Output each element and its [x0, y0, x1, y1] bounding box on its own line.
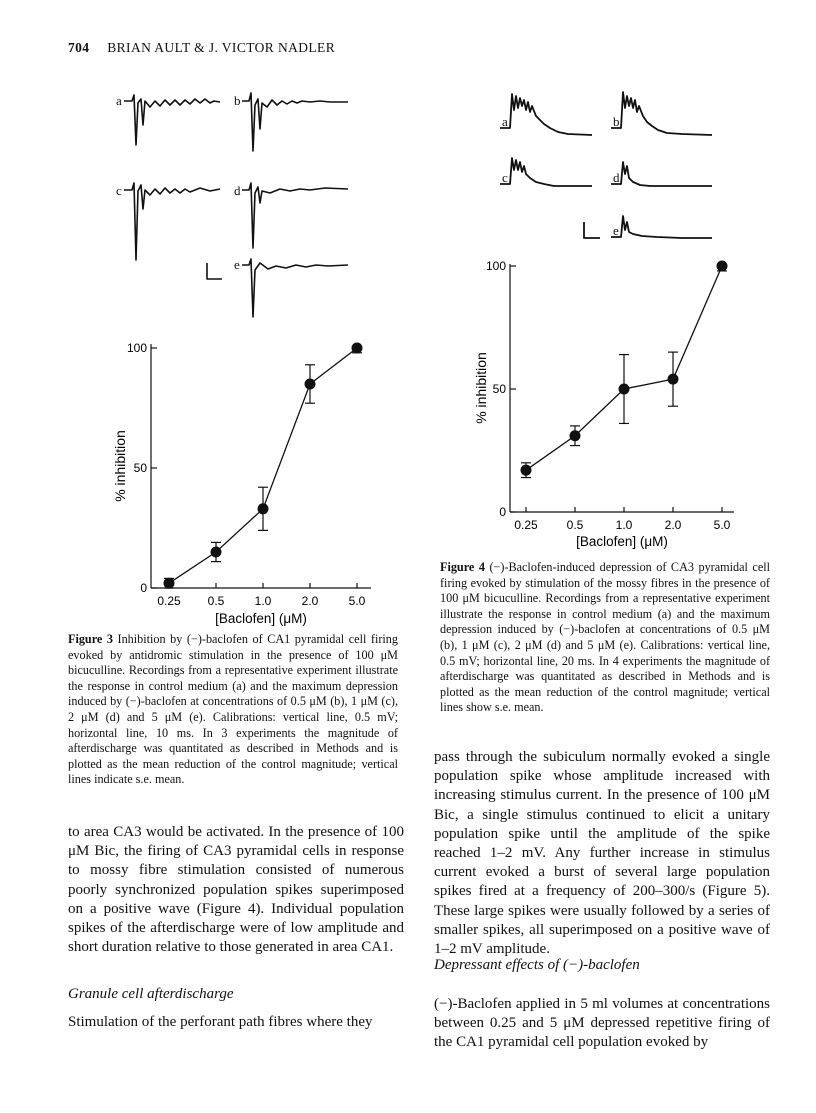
- fig3-trace-label-e: e: [234, 257, 240, 272]
- fig3-xtick-label: 2.0: [301, 594, 319, 608]
- running-authors: BRIAN AULT & J. VICTOR NADLER: [107, 40, 336, 55]
- fig4-data-point: [668, 374, 679, 385]
- fig4-ytick-label: 0: [499, 505, 506, 519]
- figure4-caption-text: (−)-Baclofen-induced depression of CA3 pyramidal cell firing evoked by stimulation of the mossy fibres in the presence of 100 μM bicuculline. Recordings from a representative experiment illustrate the response in control medium (a) and the maximum depression induced by (−)-baclofen at concentrations of 0.5 μM (b), 1 μM (c), 2 μM (d) and 5 μM (e). Calibrations: vertical line, 0.5 mV; horizontal line, 20 ms. In 4 experiments the magnitude of afterdischarge was quantitated as described in Methods and is plotted as the mean reduction of the control magnitude; vertical lines show s.e. mean.: [440, 560, 770, 715]
- fig4-xtick-label: 0.5: [566, 518, 584, 532]
- fig4-xtick-label: 0.25: [514, 518, 538, 532]
- fig3-calibration-bar: [207, 263, 222, 279]
- left-paragraph-1-text: to area CA3 would be activated. In the presence of 100 μM Bic, the firing of CA3 pyramidal cells in response to mossy fibre stimulation consisted of numerous poorly synchronized population spikes superimposed on a positive wave (Figure 4). Individual population spikes of the afterdischarge were of low amplitude and short duration relative to those generated in area CA1.: [68, 824, 404, 956]
- figure4-caption: [440, 560, 770, 716]
- fig4-x-axis-label: [Baclofen] (μM): [576, 534, 668, 549]
- right-paragraph-2-text: (−)-Baclofen applied in 5 ml volumes at concentrations between 0.25 and 5 μM depressed repetitive firing of the CA1 pyramidal cell population evoked by: [434, 996, 770, 1051]
- right-paragraph-1: [434, 748, 770, 959]
- left-paragraph-2: [68, 1013, 404, 1032]
- fig3-xtick-label: 0.25: [157, 594, 181, 608]
- fig4-calibration-bar: [584, 222, 600, 238]
- fig3-xtick-label: 0.5: [207, 594, 225, 608]
- fig3-xtick-label: 1.0: [254, 594, 272, 608]
- fig3-data-point: [305, 379, 316, 390]
- fig3-data-point: [164, 578, 175, 589]
- figure4-chart: [462, 252, 752, 552]
- figure3-caption-label: Figure 3: [68, 632, 113, 646]
- figure3-caption-text: Inhibition by (−)-baclofen of CA1 pyramidal cell firing evoked by antidromic stimulation in the presence of 100 μM bicuculline. Recordings from a representative experiment illustrate the response in control medium (a) and the maximum depression induced by (−)-baclofen at concentrations of 0.5 μM (b), 1 μM (c), 2 μM (d) and 5 μM (e). Calibrations: vertical line, 0.5 mV; horizontal line, 10 ms. In 3 experiments the magnitude of afterdischarge was quantitated as described in Methods and is plotted as the mean reduction of the control magnitude; vertical lines indicate s.e. mean.: [68, 632, 398, 787]
- fig3-x-axis-label: [Baclofen] (μM): [215, 611, 307, 626]
- fig3-trace-label-c: c: [116, 183, 122, 198]
- right-paragraph-1-text: pass through the subiculum normally evoked a single population spike whose amplitude increased with increasing stimulus current. In the presence of 100 μM Bic, a single stimulus continued to elicit a unitary population spike until the amplitude of the spike reached 1–2 mV. Any further increase in stimulus current evoked a burst of several large population spikes fired at a frequency of 200–300/s (Figure 5). These large spikes were usually followed by a series of smaller spikes, all superimposed on a positive wave of 1–2 mV amplitude.: [434, 749, 770, 958]
- fig3-trace-b: [242, 93, 348, 151]
- fig3-ytick-label: 50: [133, 461, 147, 475]
- figure4-caption-label: Figure 4: [440, 560, 485, 574]
- fig3-trace-a: [124, 95, 220, 145]
- figure3-traces: [110, 85, 370, 345]
- fig4-xtick-label: 5.0: [713, 518, 731, 532]
- fig3-trace-d: [242, 183, 348, 248]
- fig4-ytick-label: 100: [485, 259, 506, 273]
- fig3-data-point: [211, 547, 222, 558]
- fig4-y-axis-label: % inhibition: [473, 352, 489, 424]
- fig3-data-point: [258, 503, 269, 514]
- fig3-trace-e: [242, 259, 348, 317]
- right-section-heading: Depressant effects of (−)-baclofen: [434, 957, 640, 973]
- figure4-traces: [492, 88, 722, 248]
- fig4-trace-a: [500, 94, 592, 135]
- fig4-data-point: [619, 384, 630, 395]
- fig4-trace-e: [611, 216, 712, 238]
- fig4-data-point: [717, 261, 728, 272]
- fig4-data-point: [521, 465, 532, 476]
- fig4-ytick-label: 50: [492, 382, 506, 396]
- left-paragraph-2-text: Stimulation of the perforant path fibres where they: [68, 1014, 373, 1030]
- page-number: 704: [68, 40, 90, 55]
- fig3-data-point: [352, 343, 363, 354]
- fig4-xtick-label: 2.0: [664, 518, 682, 532]
- fig3-trace-label-a: a: [116, 93, 122, 108]
- fig3-xtick-label: 5.0: [348, 594, 366, 608]
- fig4-trace-b: [611, 92, 712, 135]
- left-section-heading: Granule cell afterdischarge: [68, 986, 234, 1002]
- fig4-trace-label-a: a: [502, 114, 508, 129]
- fig4-trace-label-c: c: [502, 170, 508, 185]
- fig3-y-axis-label: % inhibition: [112, 430, 128, 502]
- right-paragraph-2: [434, 995, 770, 1053]
- fig4-trace-c: [500, 158, 592, 186]
- fig3-trace-label-b: b: [234, 93, 241, 108]
- figure3-caption: [68, 632, 398, 788]
- left-paragraph-1: [68, 823, 404, 957]
- running-header: [68, 40, 335, 56]
- fig4-trace-d: [611, 162, 712, 186]
- fig4-trace-label-d: d: [613, 170, 620, 185]
- figure3-chart: [105, 336, 395, 636]
- fig3-series-line: [169, 348, 357, 583]
- fig3-ytick-label: 100: [126, 341, 147, 355]
- fig4-xtick-label: 1.0: [615, 518, 633, 532]
- fig3-ytick-label: 0: [140, 581, 147, 595]
- fig4-trace-label-b: b: [613, 114, 620, 129]
- fig4-data-point: [570, 430, 581, 441]
- fig4-trace-label-e: e: [613, 223, 619, 238]
- fig3-trace-label-d: d: [234, 183, 241, 198]
- fig3-trace-c: [124, 183, 220, 260]
